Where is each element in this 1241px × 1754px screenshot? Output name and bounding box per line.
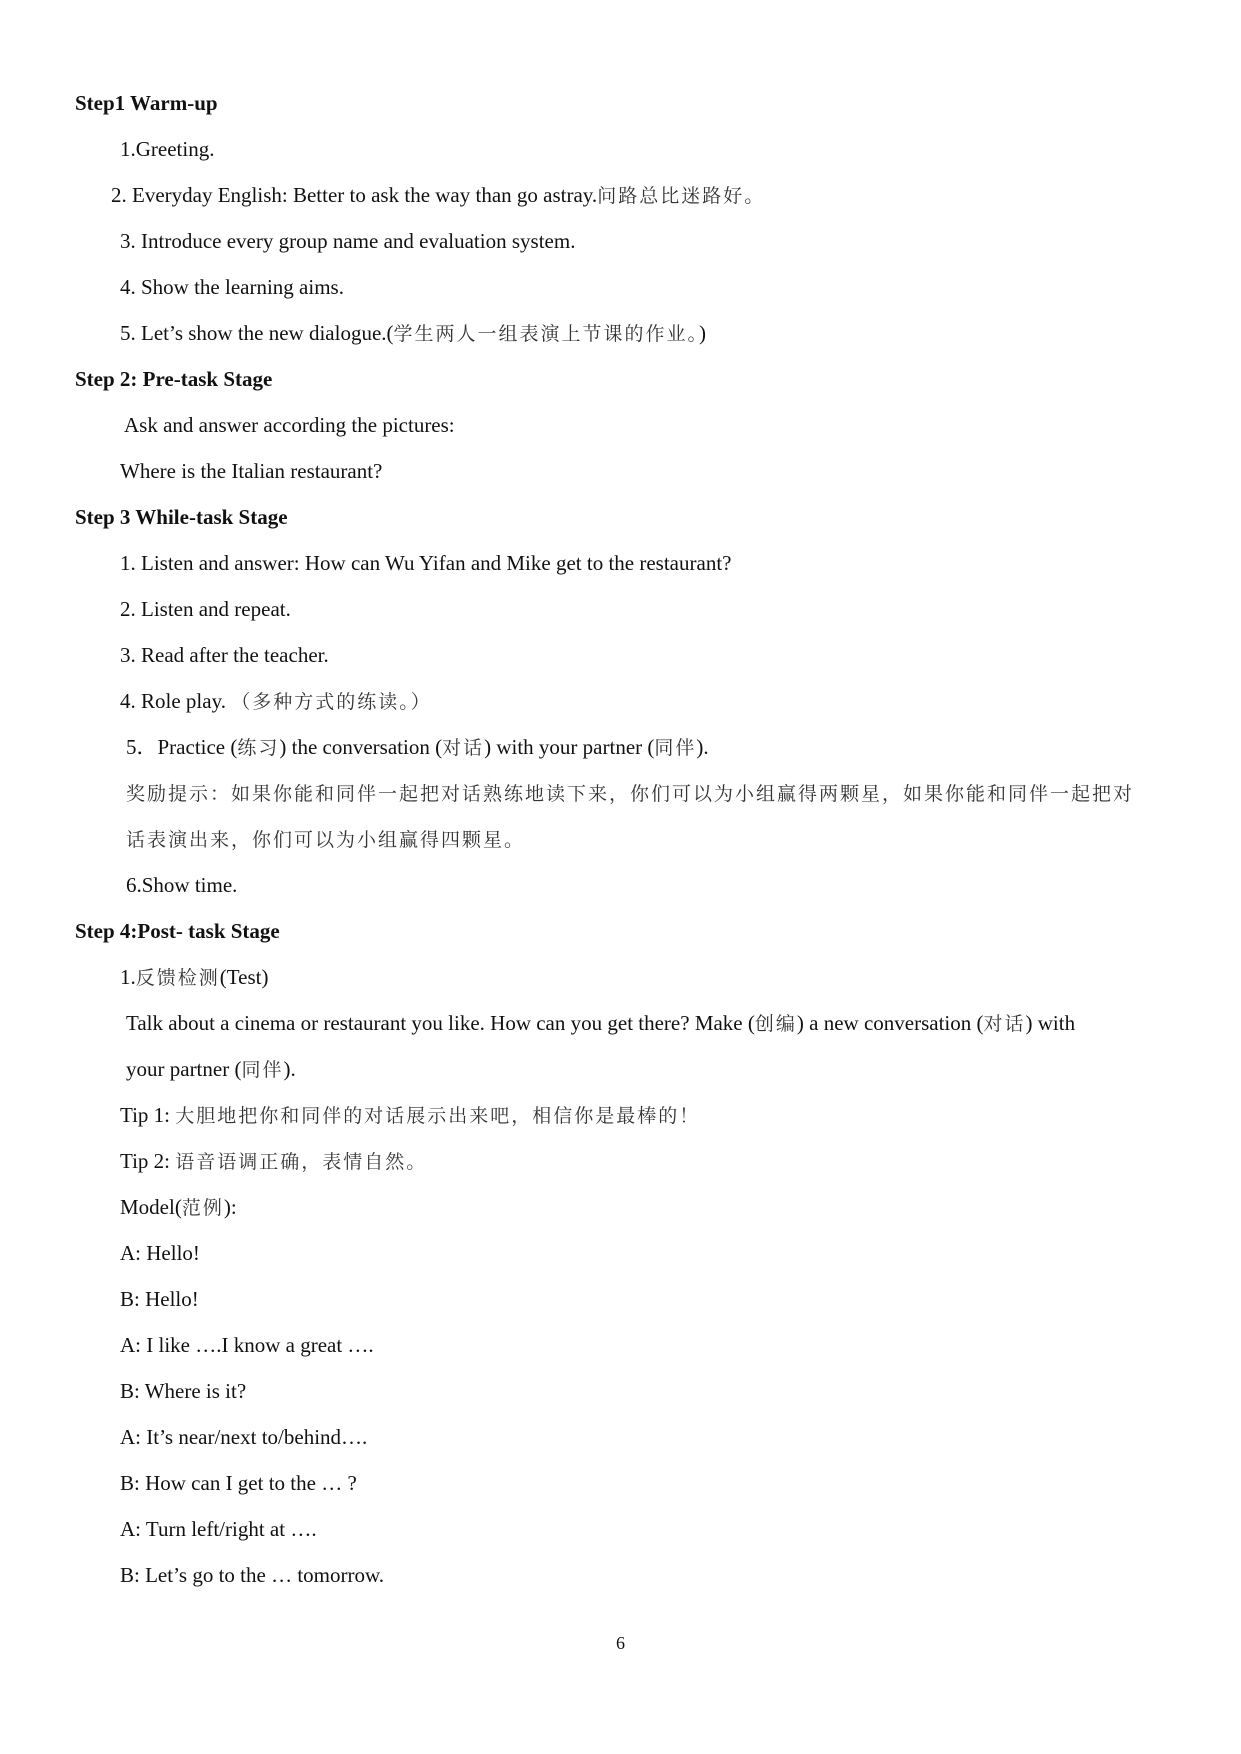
text-line — [120, 457, 382, 485]
tip-line — [120, 1101, 700, 1130]
text-line — [120, 135, 214, 163]
text-line — [120, 595, 291, 623]
text-segment: ) with — [1025, 1011, 1076, 1035]
text-segment: ). — [283, 1057, 296, 1081]
chinese-text: 同伴 — [241, 1059, 284, 1081]
reward-tip-line — [126, 825, 525, 854]
text-segment: 4. Role play. — [120, 689, 232, 713]
text-segment: 6.Show time. — [126, 873, 238, 897]
dialogue-line — [120, 1377, 246, 1405]
chinese-text: 反馈检测 — [135, 967, 220, 989]
chinese-text: （多种方式的练读。） — [231, 691, 432, 713]
text-segment: 3. Introduce every group name and evaluation system. — [120, 229, 576, 253]
text-segment: ) a new conversation ( — [796, 1011, 984, 1035]
text-segment: Step 2: Pre-task Stage — [75, 367, 273, 391]
text-segment: 4. Show the learning aims. — [120, 275, 344, 299]
text-segment: A: It’s near/next to/behind…. — [120, 1425, 368, 1449]
dialogue-line — [120, 1561, 384, 1589]
tip-line — [120, 1147, 427, 1176]
text-line — [120, 273, 344, 301]
text-line — [120, 963, 268, 992]
dialogue-line — [120, 1285, 199, 1313]
text-line — [120, 227, 575, 255]
text-segment: ): — [223, 1195, 237, 1219]
page-number: 6 — [616, 1633, 625, 1653]
text-segment: Model( — [120, 1195, 182, 1219]
text-segment: Tip 1: — [120, 1103, 176, 1127]
text-segment: A: Hello! — [120, 1241, 200, 1265]
chinese-text: 对话 — [983, 1013, 1026, 1035]
chinese-text: 语音语调正确，表情自然。 — [175, 1151, 428, 1173]
chinese-text: 话表演出来，你们可以为小组赢得四颗星。 — [126, 829, 526, 851]
dialogue-line — [120, 1331, 374, 1359]
text-segment: A: I like ….I know a great …. — [120, 1333, 374, 1357]
chinese-text: 创编 — [754, 1013, 797, 1035]
text-line — [126, 733, 709, 762]
chinese-text: 对话 — [442, 737, 485, 759]
text-segment: B: Let’s go to the … tomorrow. — [120, 1563, 385, 1587]
chinese-text: 问路总比迷路好。 — [597, 185, 766, 207]
text-segment: ) — [699, 321, 707, 345]
text-segment: Step1 Warm-up — [75, 91, 218, 115]
chinese-text: 同伴 — [654, 737, 697, 759]
text-line — [111, 181, 765, 210]
text-line — [120, 687, 432, 716]
text-segment: 5．Practice ( — [126, 735, 238, 759]
chinese-text: 奖励提示：如果你能和同伴一起把对话熟练地读下来，你们可以为小组赢得两颗星，如果你能和同伴一起把对 — [126, 783, 1135, 805]
text-line — [126, 871, 237, 899]
text-segment: ). — [696, 735, 709, 759]
chinese-text: 大胆地把你和同伴的对话展示出来吧，相信你是最棒的！ — [175, 1105, 701, 1127]
text-segment: B: Where is it? — [120, 1379, 247, 1403]
text-segment: 1. — [120, 965, 136, 989]
text-segment: Step 4:Post- task Stage — [75, 919, 280, 943]
text-segment: 3. Read after the teacher. — [120, 643, 329, 667]
text-segment: 2. Listen and repeat. — [120, 597, 291, 621]
dialogue-line — [120, 1469, 357, 1497]
chinese-text: 范例 — [181, 1197, 224, 1219]
text-segment: ) with your partner ( — [484, 735, 655, 759]
text-line — [120, 319, 706, 348]
text-line — [126, 1055, 296, 1084]
text-segment: Where is the Italian restaurant? — [120, 459, 383, 483]
text-segment: 2. Everyday English: Better to ask the way than go astray. — [111, 183, 598, 207]
dialogue-line — [120, 1515, 317, 1543]
text-line — [120, 641, 329, 669]
chinese-text: 学生两人一组表演上节课的作业。 — [393, 323, 700, 345]
text-segment: Step 3 While-task Stage — [75, 505, 288, 529]
chinese-text: 练习 — [237, 737, 280, 759]
dialogue-line — [120, 1423, 367, 1451]
heading-step2 — [75, 365, 272, 393]
model-heading — [120, 1193, 237, 1222]
heading-step3 — [75, 503, 288, 531]
text-segment: your partner ( — [126, 1057, 242, 1081]
reward-tip-line — [126, 779, 1134, 808]
text-segment: Talk about a cinema or restaurant you like. How can you get there? Make ( — [126, 1011, 755, 1035]
text-segment: 1.Greeting. — [120, 137, 215, 161]
text-segment: Tip 2: — [120, 1149, 176, 1173]
text-segment: A: Turn left/right at …. — [120, 1517, 317, 1541]
text-line — [120, 549, 731, 577]
text-segment: B: Hello! — [120, 1287, 199, 1311]
text-line — [124, 411, 455, 439]
text-segment: 1. Listen and answer: How can Wu Yifan and Mike get to the restaurant? — [120, 551, 732, 575]
dialogue-line — [120, 1239, 200, 1267]
heading-step4 — [75, 917, 280, 945]
text-segment: B: How can I get to the … ? — [120, 1471, 357, 1495]
text-segment: 5. Let’s show the new dialogue.( — [120, 321, 394, 345]
text-segment: ) the conversation ( — [279, 735, 443, 759]
text-segment: Ask and answer according the pictures: — [124, 413, 455, 437]
text-line — [126, 1009, 1075, 1038]
heading-step1 — [75, 89, 218, 117]
text-segment: (Test) — [219, 965, 269, 989]
